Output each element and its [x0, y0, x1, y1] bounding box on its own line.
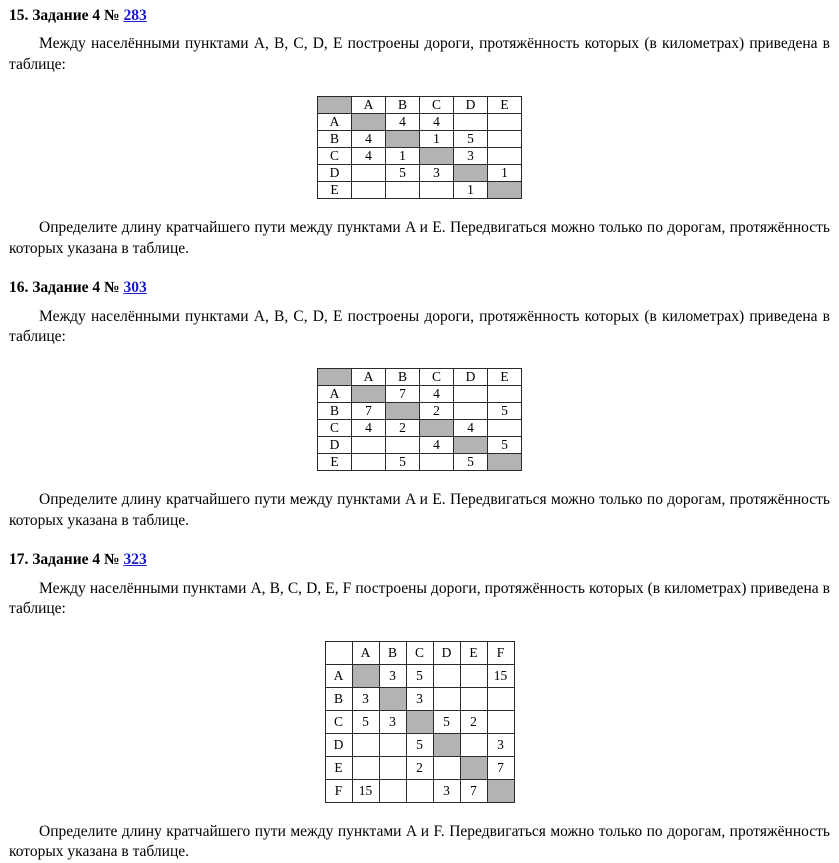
distance-cell: 3 — [433, 779, 460, 802]
distance-cell: 1 — [420, 131, 454, 148]
distance-cell: 5 — [454, 454, 488, 471]
distance-cell — [406, 779, 433, 802]
row-header-cell: D — [325, 733, 352, 756]
row-header-cell: F — [325, 779, 352, 802]
column-header-cell: C — [420, 369, 454, 386]
distance-cell — [420, 454, 454, 471]
row-header-cell: C — [318, 148, 352, 165]
distance-cell: 15 — [352, 779, 379, 802]
distance-cell — [379, 756, 406, 779]
question-paragraph: Определите длину кратчайшего пути между пунктами A и E. Передвигаться можно только по дорогам, протяжённость которых указана в таблице. — [9, 491, 830, 529]
column-header-cell: E — [488, 97, 522, 114]
task-heading — [9, 278, 830, 297]
diagonal-cell — [460, 756, 487, 779]
row-header-cell: B — [325, 687, 352, 710]
task-heading-text: 16. Задание 4 № — [9, 279, 120, 297]
column-header-cell: D — [433, 641, 460, 664]
distance-cell — [460, 664, 487, 687]
distance-cell — [352, 437, 386, 454]
distance-cell — [488, 114, 522, 131]
diagonal-cell — [420, 420, 454, 437]
distance-cell: 2 — [420, 403, 454, 420]
column-header-cell: D — [454, 369, 488, 386]
distance-cell — [352, 733, 379, 756]
distance-cell: 7 — [386, 386, 420, 403]
distance-cell: 4 — [352, 131, 386, 148]
distance-cell — [386, 437, 420, 454]
distance-cell: 3 — [487, 733, 514, 756]
distance-cell — [488, 420, 522, 437]
diagonal-cell — [488, 454, 522, 471]
table-corner-cell — [318, 97, 352, 114]
task-section-17 — [9, 550, 830, 862]
column-header-cell: C — [406, 641, 433, 664]
diagonal-cell — [433, 733, 460, 756]
distance-matrix — [317, 368, 522, 471]
row-header-cell: C — [318, 420, 352, 437]
distance-cell: 15 — [487, 664, 514, 687]
column-header-cell: B — [386, 97, 420, 114]
row-header-cell: A — [325, 664, 352, 687]
column-header-cell: B — [386, 369, 420, 386]
distance-cell: 1 — [454, 182, 488, 199]
column-header-cell: C — [420, 97, 454, 114]
distance-cell — [386, 182, 420, 199]
distance-cell: 2 — [460, 710, 487, 733]
distance-cell: 4 — [420, 114, 454, 131]
diagonal-cell — [487, 779, 514, 802]
column-header-cell: F — [487, 641, 514, 664]
task-section-15 — [9, 6, 830, 259]
distance-cell — [420, 182, 454, 199]
diagonal-cell — [454, 437, 488, 454]
distance-cell: 5 — [406, 733, 433, 756]
column-header-cell: A — [352, 641, 379, 664]
distance-cell: 5 — [386, 454, 420, 471]
distance-cell — [433, 687, 460, 710]
distance-cell — [460, 733, 487, 756]
row-header-cell: D — [318, 165, 352, 182]
task-heading-text: 15. Задание 4 № — [9, 7, 120, 24]
distance-cell: 4 — [352, 148, 386, 165]
intro-paragraph: Между населёнными пунктами A, B, C, D, E построены дороги, протяжённость которых (в километрах) приведена в таблице: — [9, 35, 830, 73]
distance-cell: 4 — [352, 420, 386, 437]
distance-cell: 4 — [420, 437, 454, 454]
diagonal-cell — [488, 182, 522, 199]
distance-table — [325, 641, 515, 803]
diagonal-cell — [352, 114, 386, 131]
diagonal-cell — [386, 131, 420, 148]
distance-cell: 5 — [433, 710, 460, 733]
diagonal-cell — [420, 148, 454, 165]
distance-cell — [352, 756, 379, 779]
row-header-cell: E — [318, 182, 352, 199]
distance-table — [317, 96, 522, 199]
distance-cell: 1 — [488, 165, 522, 182]
column-header-cell: A — [352, 369, 386, 386]
distance-cell: 3 — [406, 687, 433, 710]
distance-cell — [488, 386, 522, 403]
question-paragraph: Определите длину кратчайшего пути между пунктами A и E. Передвигаться можно только по дорогам, протяжённость которых указана в таблице. — [9, 219, 830, 257]
diagonal-cell — [379, 687, 406, 710]
row-header-cell: A — [318, 114, 352, 131]
distance-cell: 5 — [488, 403, 522, 420]
distance-cell: 4 — [386, 114, 420, 131]
distance-cell: 2 — [386, 420, 420, 437]
column-header-cell: B — [379, 641, 406, 664]
question-paragraph: Определите длину кратчайшего пути между пунктами A и F. Передвигаться можно только по дорогам, протяжённость которых указана в таблице. — [9, 822, 830, 861]
distance-cell — [433, 664, 460, 687]
column-header-cell: A — [352, 97, 386, 114]
task-heading — [9, 550, 830, 569]
column-header-cell: E — [488, 369, 522, 386]
row-header-cell: D — [318, 437, 352, 454]
task-number-link[interactable]: 303 — [123, 279, 147, 297]
intro-paragraph: Между населёнными пунктами A, B, C, D, E построены дороги, протяжённость которых (в километрах) приведена в таблице: — [9, 307, 830, 346]
distance-table-wrap — [9, 96, 830, 199]
distance-cell — [454, 403, 488, 420]
distance-cell — [487, 710, 514, 733]
distance-cell — [379, 779, 406, 802]
distance-cell — [352, 454, 386, 471]
task-section-16 — [9, 278, 830, 531]
row-header-cell: A — [318, 386, 352, 403]
distance-cell — [460, 687, 487, 710]
row-header-cell: C — [325, 710, 352, 733]
distance-cell: 7 — [460, 779, 487, 802]
distance-matrix — [325, 641, 515, 803]
diagonal-cell — [406, 710, 433, 733]
distance-cell — [487, 687, 514, 710]
task-heading — [9, 6, 830, 25]
distance-cell: 2 — [406, 756, 433, 779]
distance-cell: 3 — [420, 165, 454, 182]
diagonal-cell — [454, 165, 488, 182]
distance-table — [317, 368, 522, 471]
distance-cell: 3 — [379, 710, 406, 733]
diagonal-cell — [352, 664, 379, 687]
distance-cell: 5 — [406, 664, 433, 687]
row-header-cell: B — [318, 403, 352, 420]
distance-cell: 5 — [352, 710, 379, 733]
table-corner-cell — [325, 641, 352, 664]
distance-cell — [352, 182, 386, 199]
column-header-cell: E — [460, 641, 487, 664]
distance-cell: 3 — [454, 148, 488, 165]
distance-cell — [488, 148, 522, 165]
distance-cell — [454, 386, 488, 403]
diagonal-cell — [352, 386, 386, 403]
distance-cell: 1 — [386, 148, 420, 165]
distance-cell: 4 — [420, 386, 454, 403]
distance-cell — [433, 756, 460, 779]
distance-cell — [454, 114, 488, 131]
distance-matrix — [317, 96, 522, 199]
row-header-cell: E — [318, 454, 352, 471]
distance-cell: 7 — [352, 403, 386, 420]
distance-cell: 3 — [379, 664, 406, 687]
task-number-link[interactable]: 283 — [123, 7, 147, 24]
diagonal-cell — [386, 403, 420, 420]
row-header-cell: E — [325, 756, 352, 779]
distance-cell — [488, 131, 522, 148]
distance-table-wrap — [9, 368, 830, 471]
distance-cell — [379, 733, 406, 756]
distance-cell: 4 — [454, 420, 488, 437]
row-header-cell: B — [318, 131, 352, 148]
distance-cell: 5 — [454, 131, 488, 148]
task-number-link[interactable]: 323 — [123, 551, 147, 569]
distance-cell: 7 — [487, 756, 514, 779]
column-header-cell: D — [454, 97, 488, 114]
table-corner-cell — [318, 369, 352, 386]
distance-cell: 5 — [488, 437, 522, 454]
intro-paragraph: Между населёнными пунктами A, B, C, D, E, F построены дороги, протяжённость которых (в километрах) приведена в таблице: — [9, 579, 830, 618]
distance-table-wrap — [9, 641, 830, 803]
distance-cell: 3 — [352, 687, 379, 710]
distance-cell: 5 — [386, 165, 420, 182]
distance-cell — [352, 165, 386, 182]
task-heading-text: 17. Задание 4 № — [9, 551, 120, 569]
